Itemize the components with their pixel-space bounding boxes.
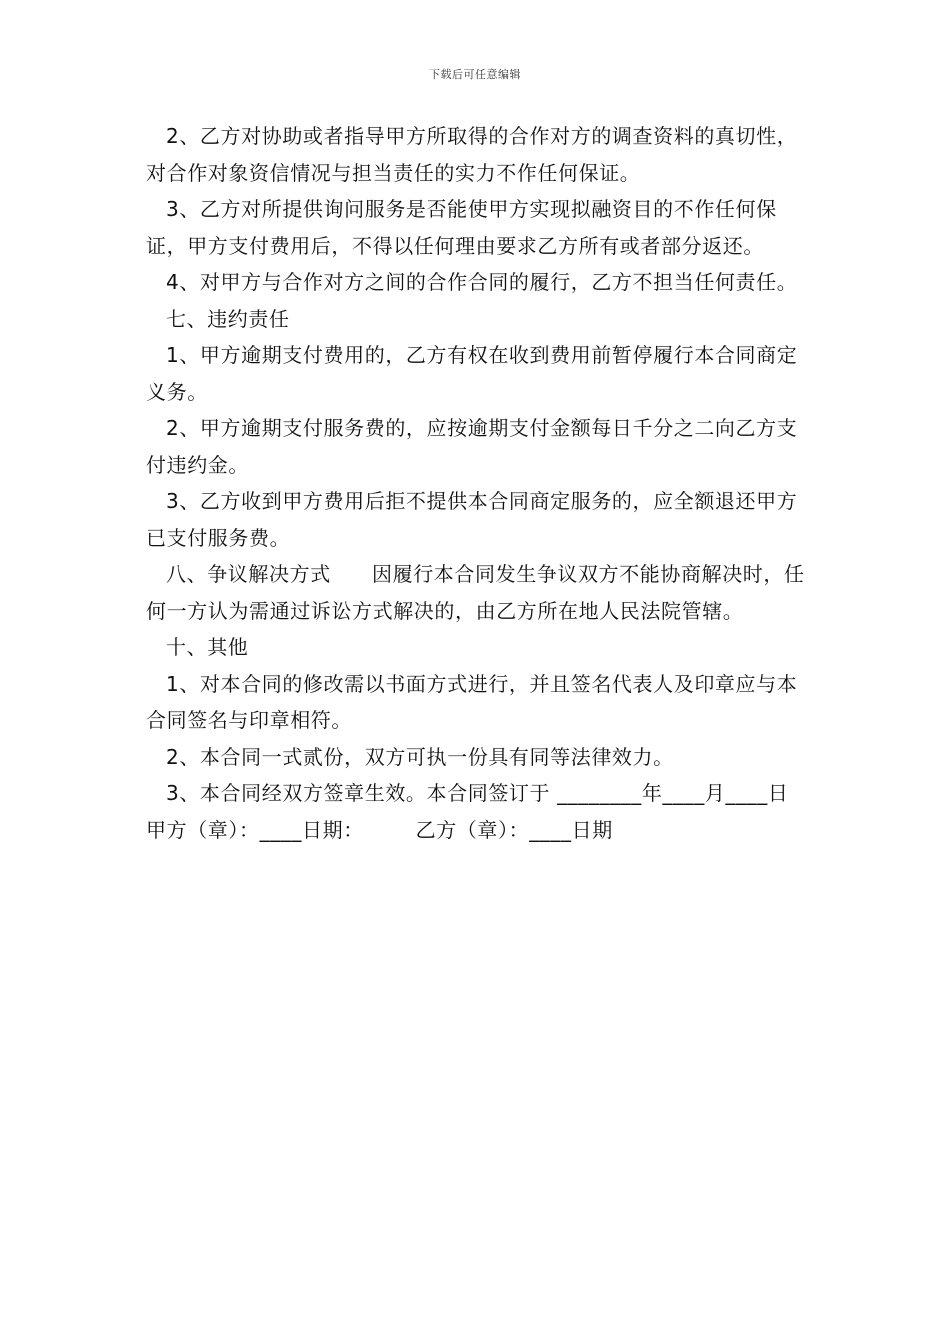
page-header: 下载后可任意编辑 <box>429 68 521 81</box>
section-dispute-resolution: 八、争议解决方式 因履行本合同发生争议双方不能协商解决时，任何一方认为需通过诉讼方式解决的，由乙方所在地人民法院管辖。 <box>146 562 805 623</box>
breach-clause-1: 1、甲方逾期支付费用的，乙方有权在收到费用前暂停履行本合同商定义务。 <box>146 343 798 404</box>
breach-clause-2: 2、甲方逾期支付服务费的，应按逾期支付金额每日千分之二向乙方支付违约金。 <box>146 416 798 477</box>
clause-3-disclaimer: 3、乙方对所提供询问服务是否能使甲方实现拟融资目的不作任何保证，甲方支付费用后，不得以任何理由要求乙方所有或者部分返还。 <box>146 197 777 258</box>
section-heading-breach: 七、违约责任 <box>166 306 290 331</box>
section-heading-other: 十、其他 <box>166 635 249 659</box>
clause-2-disclaimer: 2、乙方对协助或者指导甲方所取得的合作对方的调查资料的真切性，对合作对象资信情况与担当责任的实力不作任何保证。 <box>146 124 798 185</box>
other-clause-2: 2、本合同一式贰份，双方可执一份具有同等法律效力。 <box>166 744 674 769</box>
other-clause-1: 1、对本合同的修改需以书面方式进行，并且签名代表人及印章应与本合同签名与印章相符。 <box>146 671 798 732</box>
breach-clause-3: 3、乙方收到甲方费用后拒不提供本合同商定服务的，应全额退还甲方已支付服务费。 <box>146 489 798 550</box>
clause-4-disclaimer: 4、对甲方与合作对方之间的合作合同的履行，乙方不担当任何责任。 <box>166 270 798 294</box>
document-body <box>146 118 830 848</box>
signature-clause: 3、本合同经双方签章生效。本合同签订于 ________年____月____日 甲方（章）：____日期： 乙方（章）：____日期 <box>146 781 830 842</box>
